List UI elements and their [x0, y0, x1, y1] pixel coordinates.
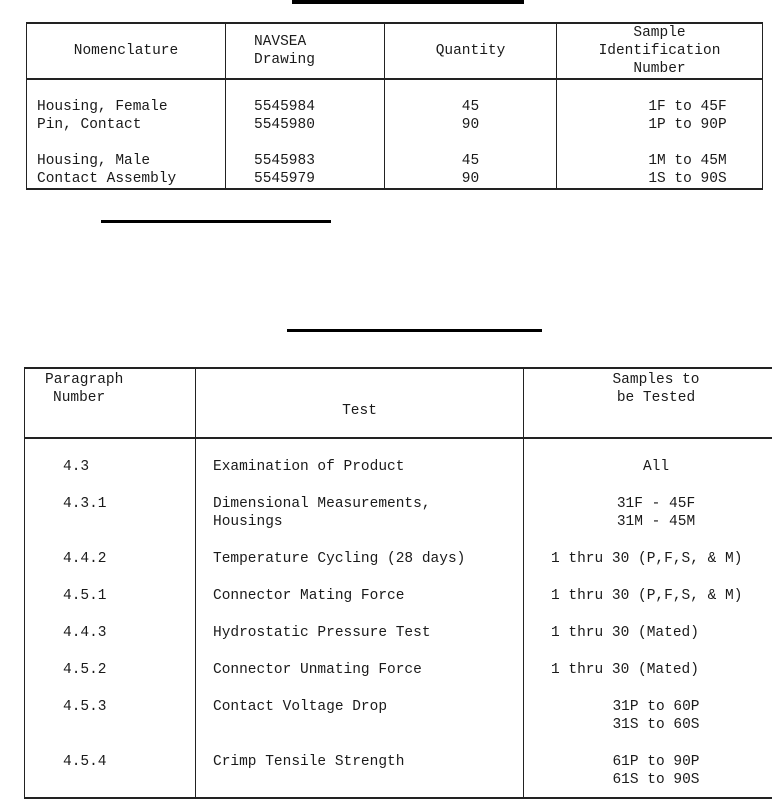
- table-row: [25, 476, 772, 531]
- samples-cell: 1 thru 30 (Mated): [524, 642, 772, 679]
- test-cell: Temperature Cycling (28 days): [196, 531, 524, 568]
- test-cell: Dimensional Measurements, Housings: [196, 476, 524, 531]
- samples-cell: 1 thru 30 (P,F,S, & M): [524, 531, 772, 568]
- table-header-row: [27, 23, 763, 79]
- sample-id-cell: 1M to 45M 1S to 90S: [557, 134, 763, 189]
- paragraph-cell: 4.4.3: [25, 605, 196, 642]
- samples-cell: All: [524, 438, 772, 476]
- samples-cell: 61P to 90P 61S to 90S: [524, 734, 772, 798]
- samples-cell: 1 thru 30 (Mated): [524, 605, 772, 642]
- header-test: Test: [196, 368, 524, 438]
- table-row: [25, 568, 772, 605]
- sample-identification-table: [26, 22, 763, 190]
- samples-cell: 1 thru 30 (P,F,S, & M): [524, 568, 772, 605]
- paragraph-cell: 4.5.3: [25, 679, 196, 734]
- test-cell: Examination of Product: [196, 438, 524, 476]
- nomenclature-cell: Housing, Female Pin, Contact: [27, 79, 226, 134]
- test-cell: Connector Mating Force: [196, 568, 524, 605]
- test-cell: Crimp Tensile Strength: [196, 734, 524, 798]
- test-schedule-table: [24, 367, 772, 799]
- test-cell: Contact Voltage Drop: [196, 679, 524, 734]
- table-row: [25, 531, 772, 568]
- table-row: [25, 642, 772, 679]
- sample-id-cell: 1F to 45F 1P to 90P: [557, 79, 763, 134]
- test-cell: Hydrostatic Pressure Test: [196, 605, 524, 642]
- title-rule-2: [287, 329, 542, 332]
- header-nomenclature: Nomenclature: [27, 23, 226, 79]
- table-row-group: [27, 79, 763, 134]
- samples-cell: 31F - 45F 31M - 45M: [524, 476, 772, 531]
- nomenclature-cell: Housing, Male Contact Assembly: [27, 134, 226, 189]
- quantity-cell: 45 90: [385, 79, 557, 134]
- paragraph-cell: 4.5.1: [25, 568, 196, 605]
- paragraph-cell: 4.5.2: [25, 642, 196, 679]
- samples-cell: 31P to 60P 31S to 60S: [524, 679, 772, 734]
- paragraph-cell: 4.3.1: [25, 476, 196, 531]
- header-navsea-drawing: NAVSEA Drawing: [226, 23, 385, 79]
- test-cell: Connector Unmating Force: [196, 642, 524, 679]
- table-row: [25, 679, 772, 734]
- title-rule-1: [292, 0, 524, 4]
- header-samples-to-be-tested: Samples to be Tested: [524, 368, 772, 438]
- paragraph-cell: 4.3: [25, 438, 196, 476]
- header-paragraph-number: Paragraph Number: [25, 368, 196, 438]
- drawing-cell: 5545983 5545979: [226, 134, 385, 189]
- quantity-cell: 45 90: [385, 134, 557, 189]
- header-sample-identification-number: Sample Identification Number: [557, 23, 763, 79]
- caption-rule-1: [101, 220, 331, 223]
- paragraph-cell: 4.5.4: [25, 734, 196, 798]
- drawing-cell: 5545984 5545980: [226, 79, 385, 134]
- header-quantity: Quantity: [385, 23, 557, 79]
- paragraph-cell: 4.4.2: [25, 531, 196, 568]
- table-row-group: [27, 134, 763, 189]
- table-header-row: [25, 368, 772, 438]
- table-row: [25, 734, 772, 798]
- table-row: [25, 438, 772, 476]
- table-row: [25, 605, 772, 642]
